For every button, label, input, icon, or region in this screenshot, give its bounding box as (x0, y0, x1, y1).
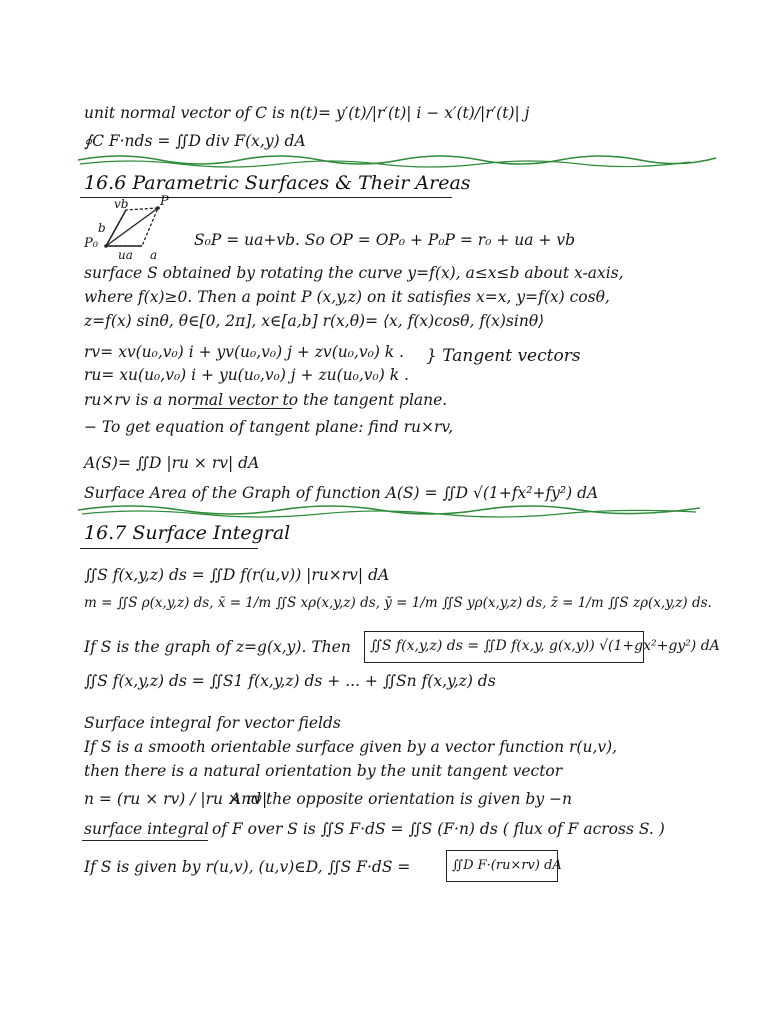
parametric-flux-formula: ∬D F·(ru×rv) dA (452, 858, 562, 873)
heading-16-7: 16.7 Surface Integral (84, 522, 291, 544)
section-divider-1 (0, 148, 784, 172)
graph-surface-area-line: Surface Area of the Graph of function A(S) = ∬D √(1+fx²+fy²) dA (84, 484, 599, 502)
tangent-vectors-label: } Tangent vectors (426, 346, 581, 366)
opposite-orientation-line: And the opposite orientation is given by −n (230, 790, 572, 808)
tangent-vector-ru: ru= xu(u₀,v₀) i + yu(u₀,v₀) j + zu(u₀,v₀) k . (84, 366, 409, 384)
unit-normal-formula: n = (ru × rv) / |ru × rv| (84, 790, 268, 808)
tangent-plane-line: − To get equation of tangent plane: find ru×rv, (84, 418, 454, 436)
diagram-label-p: P (160, 194, 169, 209)
surface-area-formula: A(S)= ∬D |ru × rv| dA (84, 454, 260, 472)
graph-case-formula: ∬S f(x,y,z) ds = ∬D f(x,y, g(x,y)) √(1+gx²+gy²) dA (370, 638, 720, 654)
diagram-label-b: b (98, 221, 106, 235)
diagram-label-p0: P₀ (84, 236, 98, 251)
rotation-surface-line-1: surface S obtained by rotating the curve y=f(x), a≤x≤b about x-axis, (84, 264, 624, 282)
section-divider-2 (0, 500, 784, 522)
natural-orientation-line: then there is a natural orientation by the unit tangent vector (84, 762, 563, 780)
mass-center-line: m = ∬S ρ(x,y,z) ds, x̄ = 1/m ∬S xρ(x,y,z) ds, ȳ = 1/m ∬S yρ(x,y,z) ds, z̄ = 1/m ∬S zρ(x,y,z) ds. (84, 595, 712, 611)
greens-theorem-line: ∮C F·nds = ∬D div F(x,y) dA (84, 132, 306, 150)
diagram-label-vb: vb (114, 197, 129, 211)
rotation-surface-line-2: where f(x)≥0. Then a point P (x,y,z) on it satisfies x=x, y=f(x) cosθ, (84, 288, 610, 306)
position-vector-line: S₀P = ua+vb. So OP = OP₀ + P₀P = r₀ + ua + vb (194, 231, 576, 249)
surface-integral-term: surface integral (84, 820, 209, 838)
diagram-label-a: a (150, 248, 158, 262)
vector-fields-title: Surface integral for vector fields (84, 714, 341, 732)
rotation-surface-line-3: z=f(x) sinθ, θ∈[0, 2π], x∈[a,b] r(x,θ)= ⟨x, f(x)cosθ, f(x)sinθ⟩ (84, 312, 545, 330)
orientable-surface-line: If S is a smooth orientable surface given by a vector function r(u,v), (84, 738, 618, 756)
normal-vector-underline (192, 408, 292, 409)
heading-16-7-underline (80, 548, 258, 549)
surface-integral-underline (82, 840, 208, 841)
tangent-vector-rv: rv= xv(u₀,v₀) i + yv(u₀,v₀) j + zv(u₀,v₀) k . (84, 343, 405, 361)
parametric-flux-intro: If S is given by r(u,v), (u,v)∈D, ∬S F·dS = (84, 858, 411, 876)
diagram-label-ua: ua (118, 248, 133, 262)
surface-integral-definition: ∬S f(x,y,z) ds = ∬D f(r(u,v)) |ru×rv| dA (84, 566, 390, 584)
flux-definition-line: of F over S is ∬S F·dS = ∬S (F·n) ds ( flux of F across S. ) (212, 820, 665, 838)
heading-16-6: 16.6 Parametric Surfaces & Their Areas (84, 172, 471, 194)
unit-normal-line: unit normal vector of C is n(t)= y′(t)/|r′(t)| i − x′(t)/|r′(t)| j (84, 104, 530, 122)
piecewise-surface-line: ∬S f(x,y,z) ds = ∬S1 f(x,y,z) ds + ... + ∬Sn f(x,y,z) ds (84, 672, 496, 690)
normal-vector-line: ru×rv is a normal vector to the tangent plane. (84, 391, 448, 409)
graph-case-intro: If S is the graph of z=g(x,y). Then (84, 638, 351, 656)
